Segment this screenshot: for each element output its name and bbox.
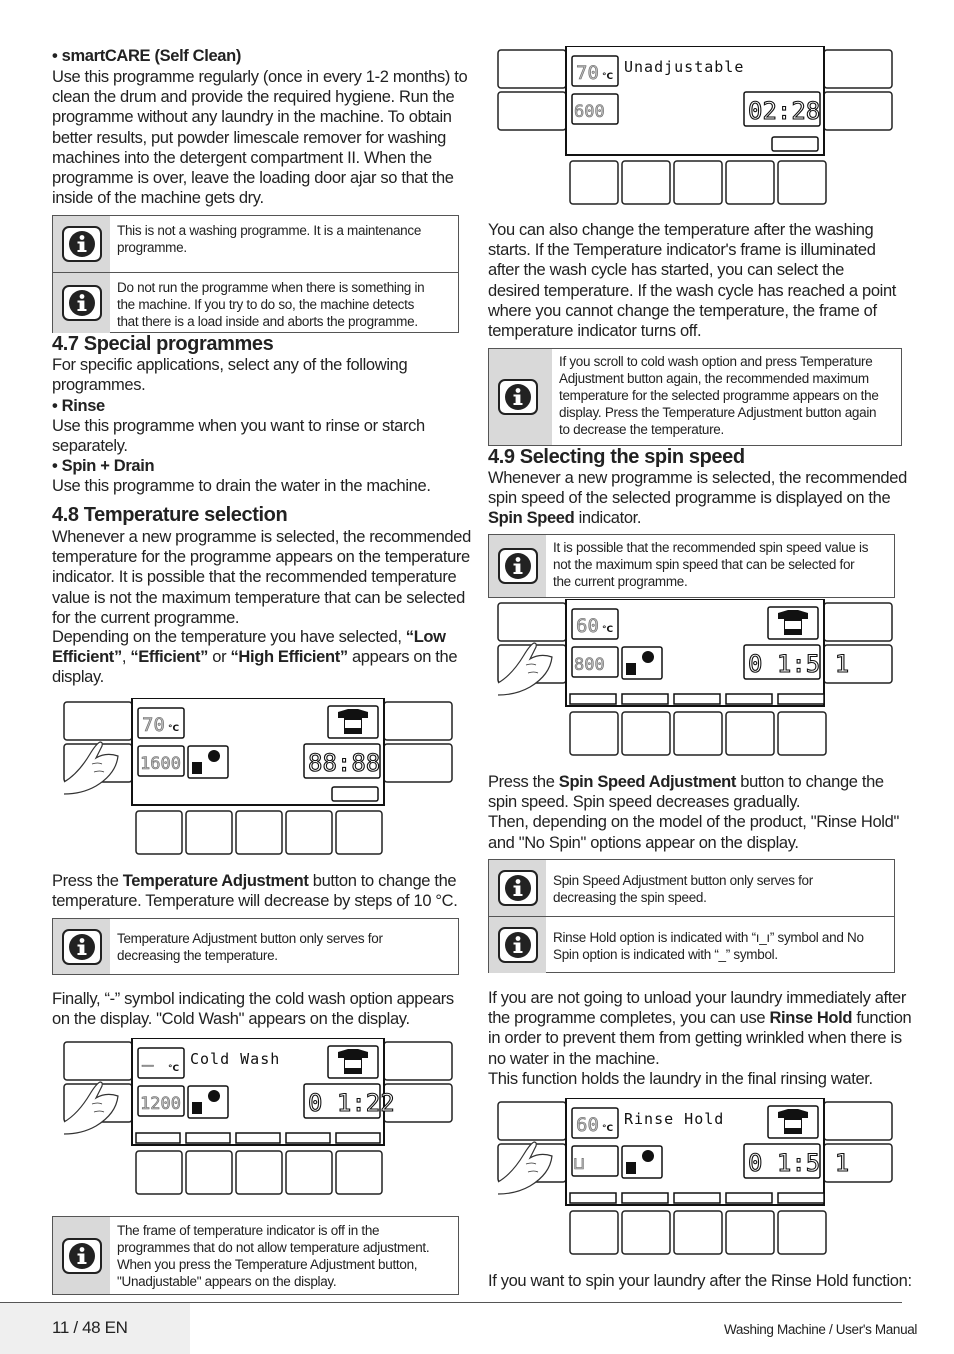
- info-note-text: Do not run the programme when there is something in the machine. If you try to do so, the machine detects that there is a load inside and aborts the programme.: [117, 280, 425, 329]
- page-number: 11 / 48 EN: [52, 1318, 128, 1337]
- svg-text:70: 70: [142, 714, 165, 736]
- svg-text:°C: °C: [602, 72, 614, 82]
- svg-text:60: 60: [576, 615, 599, 637]
- control-panel-display: [62, 1038, 454, 1196]
- info-note-3: [52, 918, 459, 975]
- svg-text:60: 60: [576, 1114, 599, 1136]
- manual-title: Washing Machine / User's Manual: [724, 1322, 918, 1337]
- svg-text:1600: 1600: [140, 754, 181, 774]
- display-figure-5: [496, 1098, 894, 1256]
- svg-text:Rinse Hold: Rinse Hold: [624, 1110, 725, 1128]
- info-icon: [489, 860, 546, 916]
- control-panel-display: [62, 698, 454, 856]
- smartcare-title: • smartCARE (Self Clean): [52, 47, 242, 65]
- svg-text:°C: °C: [168, 724, 180, 734]
- svg-text:800: 800: [574, 655, 605, 675]
- rinse-title: • Rinse: [52, 397, 105, 415]
- paragraph: Press the Spin Speed Adjustment button to change the spin speed. Spin speed decreases gradually. Then, depending on the model of the product, "Rinse Hold" and "No Spin" options appear on the display.: [488, 773, 899, 852]
- info-note-group-1: [52, 215, 459, 333]
- svg-text:Cold Wash: Cold Wash: [190, 1050, 281, 1068]
- paragraph: Press the Temperature Adjustment button to change the temperature. Temperature will decrease by steps of 10 °C.: [52, 872, 458, 911]
- display-figure-3: [496, 46, 894, 206]
- svg-text:°C: °C: [602, 1124, 614, 1134]
- paragraph: For specific applications, select any of the following programmes.: [52, 356, 408, 395]
- section-heading-4-8: 4.8 Temperature selection: [52, 504, 288, 526]
- efficiency-text: Depending on the temperature you have selected, “Low Efficient”, “Efficient” or “High Efficient” appears on the display.: [52, 628, 458, 687]
- info-icon: [489, 917, 546, 973]
- svg-text:1200: 1200: [140, 1094, 181, 1114]
- paragraph: Use this programme regularly (once in every 1-2 months) to clean the drum and provide the required hygiene. Run the programme without any laundry in the machine. To obtain better results, put powder limescale remover for washing machines into the detergent compartment II. When the programme is over, leave the loading door ajar so that the inside of the machine gets dry.: [52, 68, 468, 208]
- info-icon: [53, 919, 110, 974]
- paragraph: Use this programme when you want to rinse or starch separately.: [52, 417, 425, 456]
- svg-text:02:28: 02:28: [748, 97, 821, 125]
- svg-text:0 1:5 1: 0 1:5 1: [748, 650, 850, 678]
- info-note-text: Rinse Hold option is indicated with “ı_ı” symbol and No Spin option is indicated with “_” symbol.: [553, 930, 864, 962]
- info-note-4: [52, 1216, 459, 1295]
- svg-text:0 1:5 1: 0 1:5 1: [748, 1149, 850, 1177]
- control-panel-display: [496, 46, 894, 206]
- svg-text:—: —: [142, 1054, 154, 1076]
- info-note-text: Temperature Adjustment button only serves for decreasing the temperature.: [117, 931, 383, 963]
- paragraph: Use this programme to drain the water in the machine.: [52, 477, 431, 495]
- svg-text:600: 600: [574, 102, 605, 122]
- display-figure-2: [62, 1038, 454, 1196]
- info-icon: [489, 535, 546, 597]
- info-note-group-2: [488, 859, 895, 973]
- control-panel-display: [496, 599, 894, 757]
- paragraph: If you are not going to unload your laundry immediately after the programme completes, you can use Rinse Hold function in order to prevent them from getting wrinkled when there is no water in the machine. This function holds the laundry in the final rinsing water.: [488, 989, 912, 1088]
- info-note-text: Spin Speed Adjustment button only serves for decreasing the spin speed.: [553, 873, 813, 905]
- paragraph: Finally, “-” symbol indicating the cold wash option appears on the display. "Cold Wash" appears on the display.: [52, 990, 454, 1029]
- info-note-text: This is not a washing programme. It is a maintenance programme.: [117, 223, 422, 255]
- paragraph: Whenever a new programme is selected, the recommended spin speed of the selected programme is displayed on the Spin Speed indicator.: [488, 469, 907, 528]
- info-icon: [53, 216, 110, 272]
- svg-text:°C: °C: [602, 625, 614, 635]
- paragraph: Whenever a new programme is selected, the recommended temperature for the programme appears on the temperature indicator. It is possible that the recommended temperature value is not the maximum temperature that can be selected for the current programme.: [52, 528, 471, 627]
- info-note-6: [488, 534, 895, 598]
- svg-text:70: 70: [576, 62, 599, 84]
- info-note-5: [488, 348, 902, 446]
- svg-text:°C: °C: [168, 1064, 180, 1074]
- info-icon: [53, 1217, 110, 1294]
- display-figure-4: [496, 599, 894, 757]
- svg-text:88:88: 88:88: [308, 749, 381, 777]
- info-icon: [53, 273, 110, 333]
- control-panel-display: [496, 1098, 894, 1256]
- info-note-text: If you scroll to cold wash option and press Temperature Adjustment button again, the recommended maximum temperature for the selected programme appears on the display. Press the Temperature Adjustment button again to decrease the temperature.: [559, 354, 879, 437]
- info-note-text: It is possible that the recommended spin speed value is not the maximum spin speed that can be selected for the current programme.: [553, 540, 869, 589]
- info-icon: [489, 349, 552, 445]
- paragraph: You can also change the temperature after the washing starts. If the Temperature indicator's frame is illuminated after the wash cycle has started, you can select the desired temperature. If the wash cycle has reached a point where you cannot change the temperature, the frame of temperature indicator turns off.: [488, 221, 897, 341]
- section-heading-4-7: 4.7 Special programmes: [52, 333, 274, 355]
- svg-text:0 1:22: 0 1:22: [308, 1089, 395, 1117]
- spin-drain-title: • Spin + Drain: [52, 457, 155, 475]
- paragraph: If you want to spin your laundry after the Rinse Hold function:: [488, 1272, 912, 1290]
- svg-text:Unadjustable: Unadjustable: [624, 58, 745, 76]
- section-heading-4-9: 4.9 Selecting the spin speed: [488, 446, 745, 468]
- info-note-text: The frame of temperature indicator is off in the programmes that do not allow temperature adjustment. When you press the Temperature Adjustment button, "Unadjustable" appears on the display.: [117, 1223, 430, 1289]
- svg-text:⊔: ⊔: [574, 1154, 585, 1174]
- display-figure-1: [62, 698, 454, 856]
